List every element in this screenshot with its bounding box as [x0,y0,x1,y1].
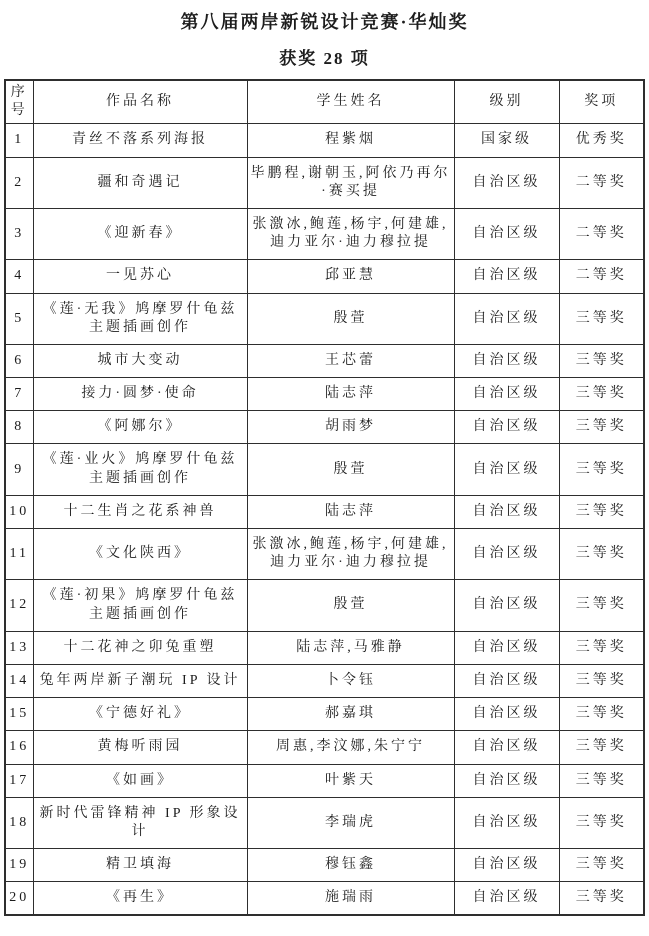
table-row [5,344,644,377]
students-cell: 郝嘉琪 [247,698,454,731]
level-cell: 自治区级 [454,764,559,797]
students-cell: 李瑞虎 [247,797,454,848]
award-cell: 三等奖 [559,529,644,580]
award-cell: 二等奖 [559,208,644,259]
work-cell: 新时代雷锋精神 IP 形象设计 [33,797,247,848]
students-cell: 陆志萍 [247,495,454,528]
award-cell: 三等奖 [559,378,644,411]
students-cell: 卜令钰 [247,664,454,697]
students-cell: 程紫烟 [247,124,454,157]
students-cell: 王芯蕾 [247,344,454,377]
table-row [5,580,644,631]
students-cell: 叶紫天 [247,764,454,797]
students-cell: 穆钰鑫 [247,849,454,882]
level-cell: 自治区级 [454,208,559,259]
work-cell: 疆和奇遇记 [33,157,247,208]
award-cell: 三等奖 [559,495,644,528]
students-cell: 胡雨梦 [247,411,454,444]
work-cell: 《文化陕西》 [33,529,247,580]
students-cell: 张激冰,鲍莲,杨宇,何建雄,迪力亚尔·迪力穆拉提 [247,208,454,259]
table-body [5,124,644,916]
level-cell: 自治区级 [454,444,559,495]
table-row [5,529,644,580]
no-cell: 12 [5,580,33,631]
work-cell: 《莲·无我》鸠摩罗什龟兹主题插画创作 [33,293,247,344]
work-cell: 《如画》 [33,764,247,797]
table-row [5,882,644,916]
students-cell: 殷萱 [247,580,454,631]
no-cell: 4 [5,260,33,293]
level-cell: 自治区级 [454,529,559,580]
table-row [5,444,644,495]
table-row [5,849,644,882]
work-cell: 《宁德好礼》 [33,698,247,731]
no-cell: 16 [5,731,33,764]
level-cell: 自治区级 [454,580,559,631]
page-title: 第八届两岸新锐设计竞赛·华灿奖 [180,12,469,32]
header-cell-work: 作品名称 [33,80,247,124]
award-cell: 优秀奖 [559,124,644,157]
level-cell: 自治区级 [454,378,559,411]
students-cell: 施瑞雨 [247,882,454,916]
level-cell: 自治区级 [454,411,559,444]
table-row [5,797,644,848]
award-cell: 三等奖 [559,882,644,916]
table-row [5,698,644,731]
table-row [5,293,644,344]
no-cell: 9 [5,444,33,495]
award-cell: 三等奖 [559,580,644,631]
award-cell: 二等奖 [559,157,644,208]
level-cell: 国家级 [454,124,559,157]
award-cell: 三等奖 [559,698,644,731]
no-cell: 20 [5,882,33,916]
table-row [5,495,644,528]
level-cell: 自治区级 [454,849,559,882]
table-row [5,208,644,259]
no-cell: 17 [5,764,33,797]
students-cell: 张激冰,鲍莲,杨宇,何建雄,迪力亚尔·迪力穆拉提 [247,529,454,580]
students-cell: 殷萱 [247,444,454,495]
no-cell: 14 [5,664,33,697]
no-cell: 19 [5,849,33,882]
work-cell: 青丝不落系列海报 [33,124,247,157]
table-row [5,378,644,411]
table-row [5,124,644,157]
page-subtitle: 获奖 28 项 [279,49,370,68]
no-cell: 10 [5,495,33,528]
work-cell: 《阿娜尔》 [33,411,247,444]
award-cell: 三等奖 [559,631,644,664]
level-cell: 自治区级 [454,495,559,528]
students-cell: 邱亚慧 [247,260,454,293]
award-cell: 三等奖 [559,731,644,764]
work-cell: 《再生》 [33,882,247,916]
award-cell: 三等奖 [559,411,644,444]
no-cell: 15 [5,698,33,731]
level-cell: 自治区级 [454,698,559,731]
students-cell: 殷萱 [247,293,454,344]
award-cell: 三等奖 [559,764,644,797]
header-row [5,80,644,124]
level-cell: 自治区级 [454,631,559,664]
table-row [5,764,644,797]
award-cell: 三等奖 [559,444,644,495]
award-cell: 三等奖 [559,293,644,344]
work-cell: 黄梅听雨园 [33,731,247,764]
no-cell: 3 [5,208,33,259]
work-cell: 一见苏心 [33,260,247,293]
award-cell: 三等奖 [559,849,644,882]
level-cell: 自治区级 [454,731,559,764]
work-cell: 《迎新春》 [33,208,247,259]
work-cell: 接力·圆梦·使命 [33,378,247,411]
no-cell: 11 [5,529,33,580]
award-cell: 三等奖 [559,344,644,377]
no-cell: 6 [5,344,33,377]
level-cell: 自治区级 [454,797,559,848]
work-cell: 《莲·初果》鸠摩罗什龟兹主题插画创作 [33,580,247,631]
no-cell: 2 [5,157,33,208]
work-cell: 精卫填海 [33,849,247,882]
students-cell: 周惠,李汶娜,朱宁宁 [247,731,454,764]
table-row [5,157,644,208]
award-cell: 二等奖 [559,260,644,293]
no-cell: 5 [5,293,33,344]
students-cell: 陆志萍 [247,378,454,411]
students-cell: 陆志萍,马雅静 [247,631,454,664]
work-cell: 城市大变动 [33,344,247,377]
header-cell-award: 奖项 [559,80,644,124]
level-cell: 自治区级 [454,293,559,344]
no-cell: 8 [5,411,33,444]
table-row [5,731,644,764]
work-cell: 十二生肖之花系神兽 [33,495,247,528]
level-cell: 自治区级 [454,344,559,377]
table-row [5,664,644,697]
header-cell-level: 级别 [454,80,559,124]
work-cell: 兔年两岸新子潮玩 IP 设计 [33,664,247,697]
level-cell: 自治区级 [454,664,559,697]
level-cell: 自治区级 [454,882,559,916]
students-cell: 毕鹏程,谢朝玉,阿依乃再尔·赛买提 [247,157,454,208]
level-cell: 自治区级 [454,157,559,208]
no-cell: 1 [5,124,33,157]
award-cell: 三等奖 [559,797,644,848]
no-cell: 7 [5,378,33,411]
level-cell: 自治区级 [454,260,559,293]
table-row [5,411,644,444]
no-cell: 18 [5,797,33,848]
table-row [5,260,644,293]
award-cell: 三等奖 [559,664,644,697]
work-cell: 十二花神之卯兔重塑 [33,631,247,664]
work-cell: 《莲·业火》鸠摩罗什龟兹主题插画创作 [33,444,247,495]
no-cell: 13 [5,631,33,664]
header-cell-students: 学生姓名 [247,80,454,124]
awards-table [4,79,645,916]
table-row [5,631,644,664]
header-cell-no: 序号 [5,80,33,124]
